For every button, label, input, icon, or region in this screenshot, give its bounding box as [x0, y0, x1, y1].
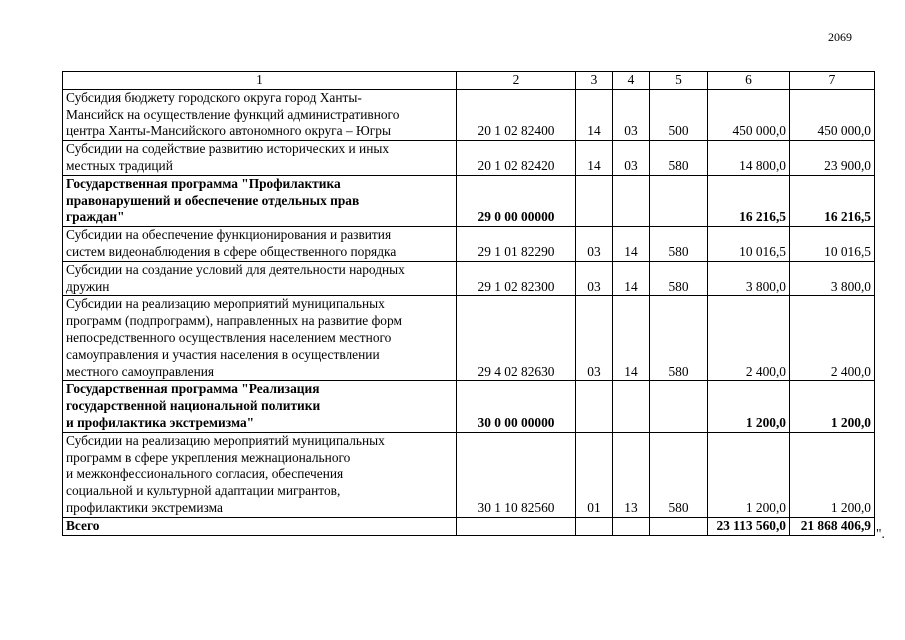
description-line: Субсидия бюджету городского округа город Ханты- — [66, 89, 362, 105]
table-header-row — [63, 72, 875, 90]
table-row — [63, 141, 875, 176]
description-line: систем видеонаблюдения в сфере общественного порядка — [66, 243, 397, 259]
table-row — [63, 381, 875, 432]
cell-description — [63, 432, 457, 517]
table-row — [63, 227, 875, 262]
description-line: дружин — [66, 278, 110, 294]
cell-expense-type — [650, 517, 708, 535]
cell-amount-6: 14 800,0 — [708, 141, 790, 176]
cell-section: 03 — [576, 227, 613, 262]
description-line: программ в сфере укрепления межнационального — [66, 449, 351, 465]
description-line: Субсидии на содействие развитию исторических и иных — [66, 141, 390, 157]
cell-amount-6: 450 000,0 — [708, 89, 790, 140]
header-cell-6: 6 — [708, 72, 790, 90]
table-row — [63, 296, 875, 381]
description-line: местных традиций — [66, 157, 173, 173]
cell-amount-7: 1 200,0 — [790, 432, 875, 517]
cell-amount-7: 1 200,0 — [790, 381, 875, 432]
cell-subsection — [613, 175, 650, 226]
cell-section — [576, 175, 613, 226]
cell-description — [63, 517, 457, 535]
cell-subsection — [613, 517, 650, 535]
cell-amount-6: 2 400,0 — [708, 296, 790, 381]
cell-description — [63, 261, 457, 296]
cell-amount-7: 10 016,5 — [790, 227, 875, 262]
cell-expense-type: 580 — [650, 296, 708, 381]
cell-code: 20 1 02 82420 — [457, 141, 576, 176]
cell-section: 14 — [576, 89, 613, 140]
cell-expense-type: 580 — [650, 432, 708, 517]
description-line: Мансийск на осуществление функций административного — [66, 106, 400, 122]
cell-subsection: 14 — [613, 227, 650, 262]
cell-section: 01 — [576, 432, 613, 517]
header-cell-2: 2 — [457, 72, 576, 90]
header-cell-1: 1 — [63, 72, 457, 90]
cell-amount-6: 16 216,5 — [708, 175, 790, 226]
description-line: и межконфессионального согласия, обеспечения — [66, 466, 344, 482]
description-line: профилактики экстремизма — [66, 499, 223, 515]
cell-amount-6: 1 200,0 — [708, 432, 790, 517]
description-line: Государственная программа "Реализация — [66, 381, 320, 397]
cell-section: 14 — [576, 141, 613, 176]
cell-description — [63, 89, 457, 140]
cell-description — [63, 141, 457, 176]
cell-expense-type: 580 — [650, 141, 708, 176]
cell-code: 30 1 10 82560 — [457, 432, 576, 517]
cell-subsection: 03 — [613, 89, 650, 140]
closing-quote: ". — [876, 526, 885, 541]
description-line: программ (подпрограмм), направленных на развитие форм — [66, 313, 402, 329]
cell-subsection: 13 — [613, 432, 650, 517]
description-line: Субсидии на реализацию мероприятий муниципальных — [66, 432, 385, 448]
cell-amount-6: 23 113 560,0 — [708, 517, 790, 535]
cell-code: 29 1 01 82290 — [457, 227, 576, 262]
description-line: правонарушений и обеспечение отдельных прав — [66, 192, 360, 208]
description-line: непосредственного осуществления населением местного — [66, 329, 392, 345]
cell-amount-7: 16 216,5 — [790, 175, 875, 226]
cell-subsection: 14 — [613, 261, 650, 296]
table-row — [63, 517, 875, 535]
cell-code: 29 4 02 82630 — [457, 296, 576, 381]
cell-amount-7: 23 900,0 — [790, 141, 875, 176]
description-line: государственной национальной политики — [66, 398, 321, 414]
cell-expense-type: 500 — [650, 89, 708, 140]
table-row — [63, 261, 875, 296]
cell-description — [63, 175, 457, 226]
description-line: самоуправления и участия населения в осуществлении — [66, 346, 380, 362]
cell-code: 29 0 00 00000 — [457, 175, 576, 226]
table-row — [63, 175, 875, 226]
cell-description — [63, 227, 457, 262]
description-line: центра Ханты-Мансийского автономного округа – Югры — [66, 123, 391, 139]
cell-description — [63, 381, 457, 432]
description-line: Субсидии на обеспечение функционирования и развития — [66, 227, 392, 243]
cell-subsection: 14 — [613, 296, 650, 381]
description-line: граждан" — [66, 209, 125, 225]
cell-subsection: 03 — [613, 141, 650, 176]
cell-amount-7: 3 800,0 — [790, 261, 875, 296]
cell-section — [576, 381, 613, 432]
cell-amount-6: 1 200,0 — [708, 381, 790, 432]
budget-table — [62, 71, 875, 536]
cell-amount-6: 3 800,0 — [708, 261, 790, 296]
cell-expense-type — [650, 175, 708, 226]
description-line: и профилактика экстремизма" — [66, 414, 255, 430]
description-line: социальной и культурной адаптации мигрантов, — [66, 483, 341, 499]
cell-amount-7: 21 868 406,9 — [790, 517, 875, 535]
description-line: Государственная программа "Профилактика — [66, 175, 341, 191]
cell-amount-7: 450 000,0 — [790, 89, 875, 140]
description-line: Субсидии на реализацию мероприятий муниципальных — [66, 296, 385, 312]
cell-section: 03 — [576, 296, 613, 381]
cell-section: 03 — [576, 261, 613, 296]
cell-section — [576, 517, 613, 535]
header-cell-4: 4 — [613, 72, 650, 90]
description-line: местного самоуправления — [66, 363, 215, 379]
cell-code — [457, 517, 576, 535]
description-line: Всего — [66, 517, 100, 533]
cell-description — [63, 296, 457, 381]
cell-expense-type: 580 — [650, 261, 708, 296]
cell-code: 29 1 02 82300 — [457, 261, 576, 296]
cell-amount-7: 2 400,0 — [790, 296, 875, 381]
cell-expense-type: 580 — [650, 227, 708, 262]
header-cell-3: 3 — [576, 72, 613, 90]
cell-subsection — [613, 381, 650, 432]
table-row — [63, 89, 875, 140]
description-line: Субсидии на создание условий для деятельности народных — [66, 261, 405, 277]
cell-code: 30 0 00 00000 — [457, 381, 576, 432]
header-cell-5: 5 — [650, 72, 708, 90]
header-cell-7: 7 — [790, 72, 875, 90]
cell-code: 20 1 02 82400 — [457, 89, 576, 140]
cell-expense-type — [650, 381, 708, 432]
cell-amount-6: 10 016,5 — [708, 227, 790, 262]
page-number: 2069 — [828, 30, 852, 44]
table-row — [63, 432, 875, 517]
